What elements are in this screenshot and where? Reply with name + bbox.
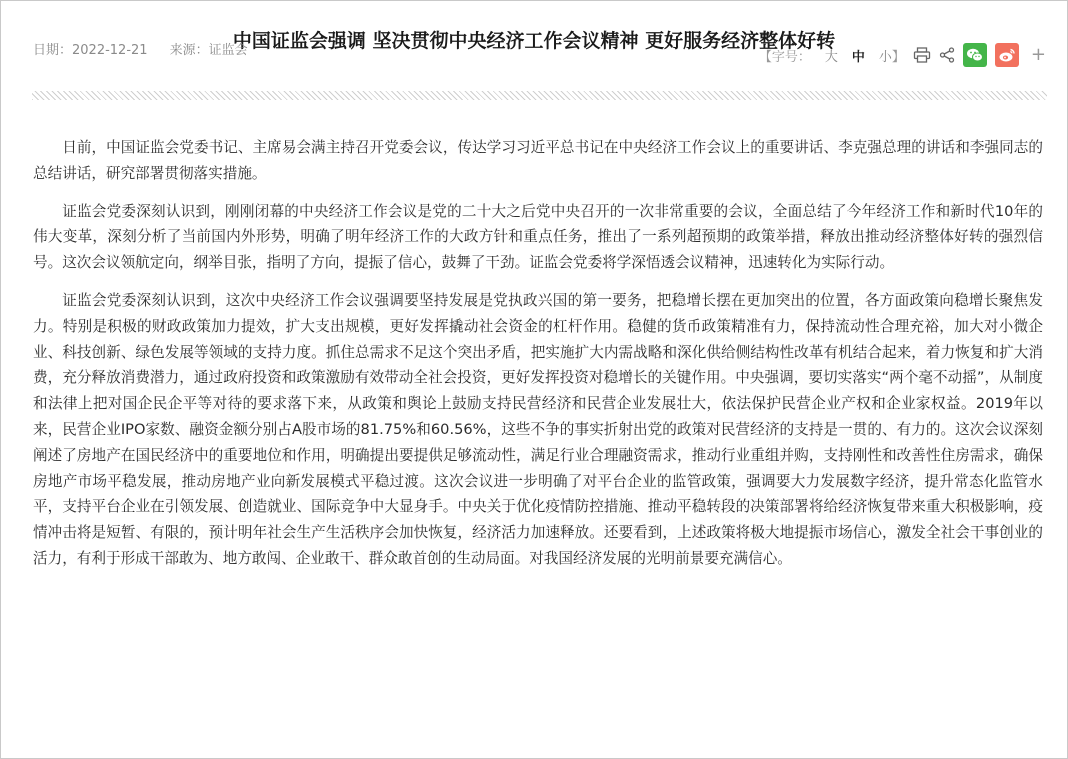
font-size-label: 【字号： bbox=[758, 49, 811, 65]
article-source: 证监会 bbox=[208, 43, 248, 58]
print-icon[interactable] bbox=[913, 47, 931, 63]
article-meta bbox=[33, 41, 248, 61]
wechat-icon[interactable] bbox=[963, 43, 987, 67]
article-toolbar bbox=[759, 40, 1046, 70]
source-label: 来源： bbox=[169, 43, 209, 58]
font-size-medium-button[interactable]: 中 bbox=[851, 49, 865, 65]
paragraph-3: 证监会党委深刻认识到，这次中央经济工作会议强调要坚持发展是党执政兴国的第一要务，把稳增长摆在更加突出的位置，各方面政策向稳增长聚焦发力。特别是积极的财政政策加力提效，扩大支出规模，更好发挥撬动社会资金的杠杆作用。稳健的货币政策精准有力，保持流动性合理充裕，加大对小微企业、科技创新、绿色发展等领域的支持力度。抓住总需求不足这个突出矛盾，把实施扩大内需战略和深化供给侧结构性改革有机结合起来，着力恢复和扩大消费，充分释放消费潜力，通过政府投资和政策激励有效带动全社会投资，更好发挥投资对稳增长的关键作用。中央强调，要切实落实“两个毫不动摇”，从制度和法律上把对国企民企平等对待的要求落下来，从政策和舆论上鼓励支持民营经济和民营企业发展壮大，依法保护民营企业产权和企业家权益。2019年以来，民营企业IPO家数、融资金额分别占A股市场的81.75%和60.56%，这些不争的事实折射出党的政策对民营经济的支持是一贯的、有力的。这次会议深刻阐述了房地产在国民经济中的重要地位和作用，明确提出要提供足够流动性，满足行业合理融资需求，推动行业重组并购，支持刚性和改善性住房需求，确保房地产市场平稳发展，推动房地产业向新发展模式平稳过渡。这次会议进一步明确了对平台企业的监管政策，强调要大力发展数字经济，提升常态化监管水平，支持平台企业在引领发展、创造就业、国际竞争中大显身手。中央关于优化疫情防控措施、推动平稳转段的决策部署将给经济恢复带来重大积极影响，疫情冲击将是短暂、有限的，预计明年社会生产生活秩序会加快恢复，经济活力加速释放。还要看到，上述政策将极大地提振市场信心，激发全社会干事创业的活力，有利于形成干部敢为、地方敢闯、企业敢干、群众敢首创的生动局面。对我国经济发展的光明前景要充满信心。 bbox=[33, 291, 1043, 567]
article-title: 中国证监会强调 坚决贯彻中央经济工作会议精神 更好服务经济整体好转 bbox=[232, 29, 836, 52]
paragraph-1: 日前，中国证监会党委书记、主席易会满主持召开党委会议，传达学习习近平总书记在中央经济工作会议上的重要讲话、李克强总理的讲话和李强同志的总结讲话，研究部署贯彻落实措施。 bbox=[33, 139, 1043, 182]
share-icon[interactable] bbox=[939, 47, 955, 63]
article-date: 2022-12-21 bbox=[72, 43, 148, 58]
paragraph-2: 证监会党委深刻认识到，刚刚闭幕的中央经济工作会议是党的二十大之后党中央召开的一次非常重要的会议，全面总结了今年经济工作和新时代10年的伟大变革，深刻分析了当前国内外形势，明确了明年经济工作的大政方针和重点任务，推出了一系列超预期的政策举措，释放出推动经济整体好转的强烈信号。这次会议领航定向，纲举目张，指明了方向，提振了信心，鼓舞了干劲。证监会党委将学深悟透会议精神，迅速转化为实际行动。 bbox=[33, 202, 1043, 272]
weibo-icon[interactable] bbox=[995, 43, 1019, 67]
font-size-small-button[interactable]: 小 bbox=[878, 49, 892, 65]
article-body bbox=[33, 135, 1043, 584]
date-label: 日期： bbox=[33, 43, 73, 58]
font-size-large-button[interactable]: 大 bbox=[824, 49, 838, 65]
font-size-bracket-close: 】 bbox=[891, 49, 905, 65]
more-button[interactable]: + bbox=[1030, 44, 1046, 65]
header-divider bbox=[32, 91, 1047, 100]
